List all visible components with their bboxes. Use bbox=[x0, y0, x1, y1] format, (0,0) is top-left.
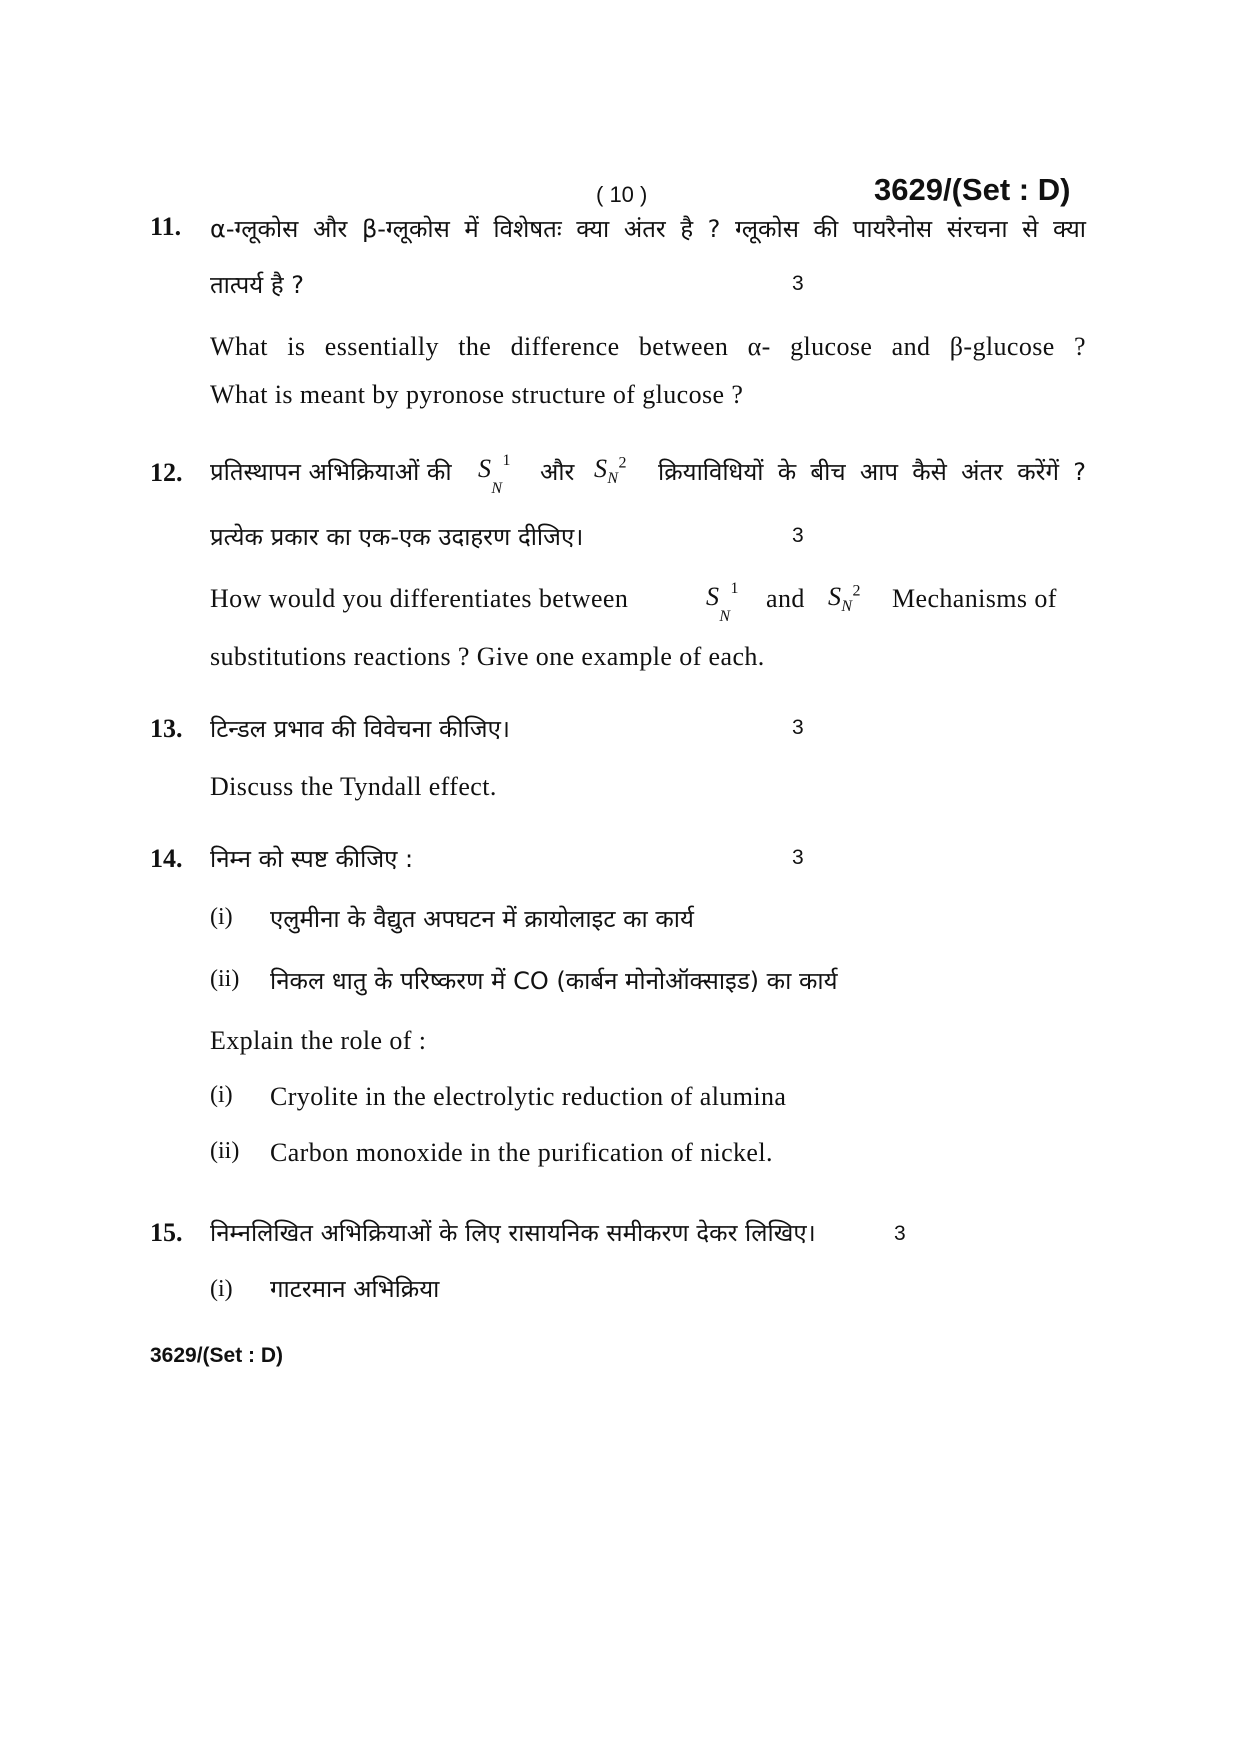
question-number: 12. bbox=[150, 458, 183, 487]
question-hindi-line: निम्न को स्पष्ट कीजिए : bbox=[210, 845, 414, 873]
sub-item-label: (i) bbox=[210, 1276, 233, 1302]
question-english-line: Discuss the Tyndall effect. bbox=[210, 772, 497, 801]
question-marks: 3 bbox=[792, 524, 804, 547]
question-hindi-line: क्रियाविधियों के बीच आप कैसे अंतर करेंगें ? bbox=[658, 458, 1086, 486]
sn2-symbol: $S_N^2$ bbox=[594, 454, 627, 488]
question-english-line: What is essentially the difference between α- glucose and β-glucose ? bbox=[210, 332, 1086, 361]
sub-item-label: (i) bbox=[210, 904, 233, 930]
sub-item-text: गाटरमान अभिक्रिया bbox=[270, 1275, 440, 1303]
question-hindi-line: निम्नलिखित अभिक्रियाओं के लिए रासायनिक समीकरण देकर लिखिए। bbox=[210, 1219, 816, 1247]
question-hindi-line: प्रतिस्थापन अभिक्रियाओं की bbox=[210, 458, 452, 486]
question-english-line: Mechanisms of bbox=[892, 584, 1057, 613]
sn2-symbol: $S_N^2$ bbox=[828, 582, 861, 616]
sub-item-label: (ii) bbox=[210, 1138, 240, 1164]
question-number: 11. bbox=[150, 212, 182, 241]
sn1-symbol: $S_N^1$ bbox=[478, 452, 511, 498]
question-hindi-line: प्रत्येक प्रकार का एक-एक उदाहरण दीजिए। bbox=[210, 523, 584, 551]
question-hindi-line: α-ग्लूकोस और β-ग्लूकोस में विशेषतः क्या अंतर है ? ग्लूकोस की पायरैनोस संरचना से क्या bbox=[210, 215, 1086, 243]
sn1-symbol: $S_N^1$ bbox=[706, 580, 739, 626]
question-marks: 3 bbox=[894, 1222, 906, 1245]
sub-item-text: एलुमीना के वैद्युत अपघटन में क्रायोलाइट का कार्य bbox=[270, 905, 694, 933]
header-set-code: 3629/(Set : D) bbox=[874, 172, 1071, 207]
sub-item-text: Carbon monoxide in the purification of nickel. bbox=[270, 1138, 773, 1167]
question-hindi-line: और bbox=[540, 458, 575, 486]
sub-item-label: (ii) bbox=[210, 966, 240, 992]
question-marks: 3 bbox=[792, 846, 804, 869]
question-english-line: How would you differentiates between bbox=[210, 584, 629, 613]
question-english-line: Explain the role of : bbox=[210, 1026, 427, 1055]
sub-item-text: निकल धातु के परिष्करण में CO (कार्बन मोनोऑक्साइड) का कार्य bbox=[270, 967, 838, 995]
question-marks: 3 bbox=[792, 716, 804, 739]
question-english-line: substitutions reactions ? Give one example of each. bbox=[210, 642, 765, 671]
question-number: 13. bbox=[150, 714, 183, 743]
question-hindi-line: तात्पर्य है ? bbox=[210, 271, 304, 299]
question-marks: 3 bbox=[792, 272, 804, 295]
question-hindi-line: टिन्डल प्रभाव की विवेचना कीजिए। bbox=[210, 715, 510, 743]
sub-item-label: (i) bbox=[210, 1082, 233, 1108]
page-number: ( 10 ) bbox=[596, 182, 648, 207]
question-number: 14. bbox=[150, 844, 183, 873]
question-english-line: What is meant by pyronose structure of glucose ? bbox=[210, 380, 744, 409]
question-english-line: and bbox=[766, 584, 805, 613]
footer-set-code: 3629/(Set : D) bbox=[150, 1344, 284, 1367]
sub-item-text: Cryolite in the electrolytic reduction of alumina bbox=[270, 1082, 787, 1111]
question-number: 15. bbox=[150, 1218, 183, 1247]
